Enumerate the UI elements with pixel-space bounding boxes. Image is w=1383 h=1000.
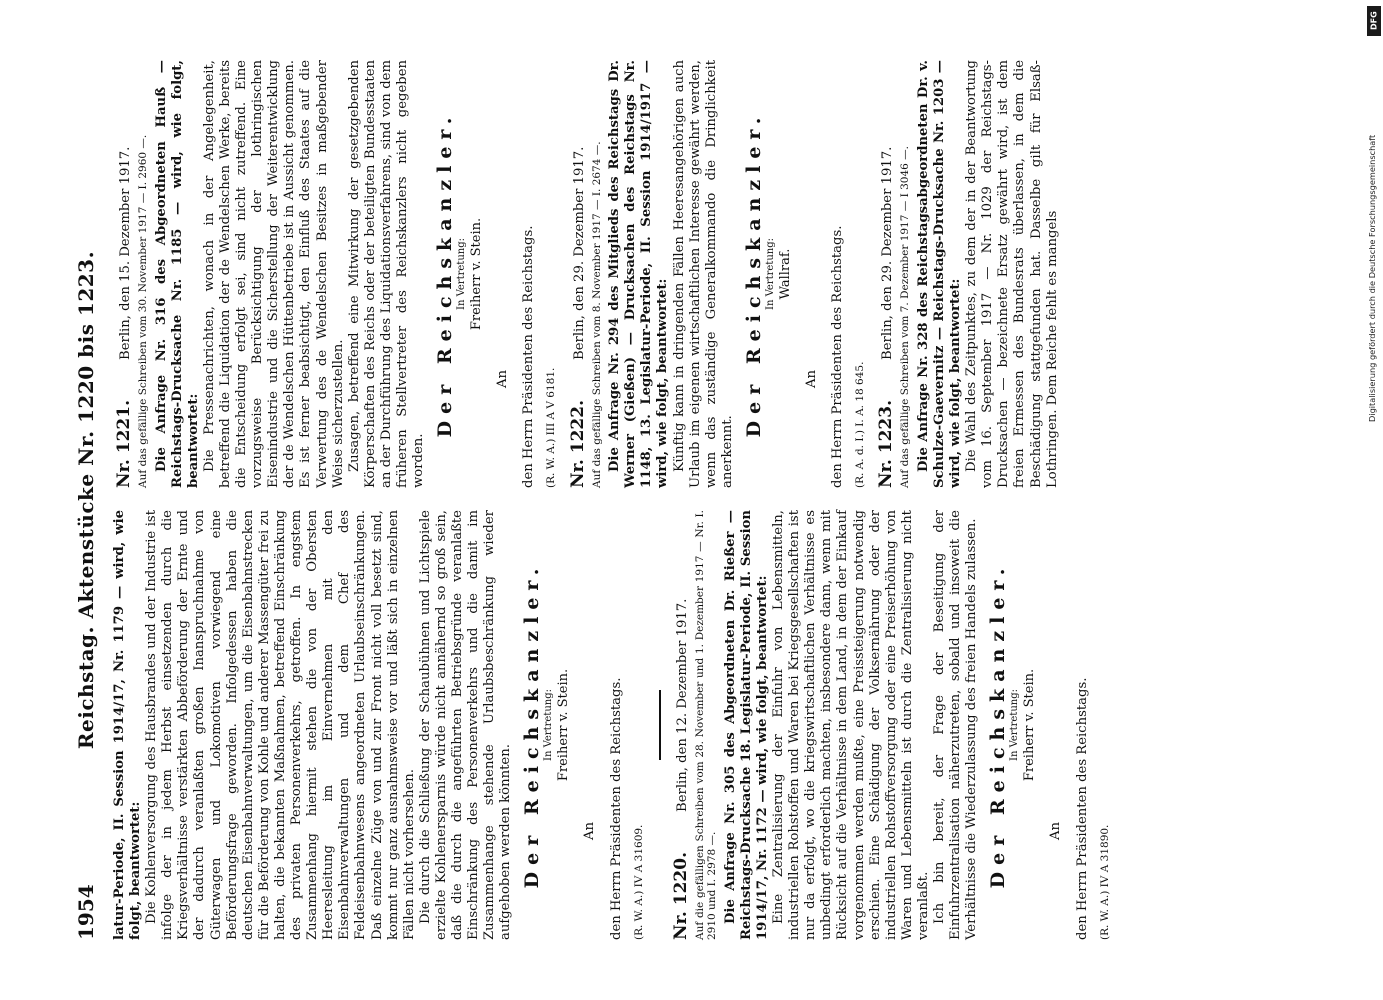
addressee-an: An <box>1048 821 1064 840</box>
answer-paragraph: Ich bin bereit, der Frage der Beseitigung der Einfuhrzentralisation näherzutreten, sobald und insoweit die Verhältnisse die Wiederzulassung des freien Handels zulassen. <box>932 510 980 940</box>
letter-reference: Auf das gefällige Schreiben vom 8. November 1917 — I. 2674 —. <box>590 141 603 488</box>
running-title: Reichstag. Aktenstücke Nr. 1220 bis 1223. <box>74 250 98 750</box>
answer-paragraph: Künftig kann in dringenden Fällen Heeresangehörigen auch Urlaub im eigenen wirtschaftlichen Interesse gewährt werden, wenn das zuständige Generalkommando die Dringlichkeit anerkennt. <box>671 60 735 488</box>
addressee: den Herrn Präsidenten des Reichstags. <box>521 225 537 488</box>
answer-paragraph: Die Pressenachrichten, wonach in der Angelegenheit, betreffend die Liquidation der de Wendelschen Werke, bereits die Entscheidung erfolgt sei, sind nicht zutreffend. Eine vorzugsweise Berücksichtigung der lothringischen Eisenindustrie und die Sicherstellung der Weiterentwicklung der de Wendelschen Hüttenbetriebe ist in Aussicht genommen. Es ist ferner beabsichtigt, den Einfluß des Staates auf die Verwertung des de Wendelschen Besitzes in maßgebender Weise sicherzustellen. <box>201 60 346 488</box>
signature-title: Der Reichskanzler. <box>434 110 457 438</box>
letter-reference: Auf das gefällige Schreiben vom 30. November 1917 — I. 2960 —. <box>137 134 150 488</box>
divider <box>659 690 661 760</box>
signature-name: Freiherr v. Stein. <box>556 668 572 782</box>
signature-sub: In Vertretung: <box>543 689 555 761</box>
dateline: Berlin, den 29. Dezember 1917. <box>880 146 896 360</box>
question: Die Anfrage Nr. 305 des Abgeordneten Dr. Rießer — Reichstags-Drucksache 18. Legislatur-Periode, II. Session 1914/17, Nr. 1172 — wird, wie folgt, beantwortet: <box>722 510 770 940</box>
addressee-an: An <box>582 821 598 840</box>
addressee: den Herrn Präsidenten des Reichstags. <box>608 677 624 940</box>
addressee-an: An <box>804 369 819 388</box>
file-reference: (R. W. A.) III A V 6181. <box>545 367 558 488</box>
signature-title: Der Reichskanzler. <box>521 561 544 889</box>
item-1220 <box>670 510 981 940</box>
continuation-paragraph: Die Kohlenversorgung des Hausbrandes und der Industrie ist infolge der in jedem Herbst einsetzenden durch die Kriegsverhältnisse verstärkten Abbeförderung der Ernte und der dadurch veranlaßten großen Inanspruchnahme von Güterwagen und Lokomotiven vorwiegend eine Beförderungsfrage geworden. Infolgedessen haben die deutschen Eisenbahnverwaltungen, um die Eisenbahnstrecken für die Beförderung von Kohle und anderer Massengüter frei zu halten, die bekannten Maßnahmen, betreffend Einschränkung des privaten Personenverkehrs, getroffen. In engstem Zusammenhang hiermit stehen die von der Obersten Heeresleitung im Einvernehmen mit den Eisenbahnverwaltungen und dem Chef des Feldeisenbahnwesens angeordneten Urlaubseinschränkungen. Daß einzelne Züge von und zur Front nicht voll besetzt sind, kommt nur ganz ausnahmsweise vor und läßt sich in einzelnen Fällen nicht vorhersehen. <box>144 510 417 940</box>
digitization-credit: Digitalisierung gefördert durch die Deutsche Forschungsgemeinschaft <box>1367 134 1377 422</box>
addressee: den Herrn Präsidenten des Reichstags. <box>830 225 846 488</box>
answer-paragraph: Die Wahl des Zeitpunktes, zu dem der in der Beantwortung vom 16. September 1917 — Nr. 1029 der Reichstags-Drucksachen — bezeichnete Ersatz gewährt wird, ist dem freien Ermessen des Bundesrats überlassen, in dem die Beschädigung stattgefunden hat. Dasselbe gilt für Elsaß-Lothringen. Dem Reiche fehlt es mangels <box>964 60 1060 488</box>
question: Die Anfrage Nr. 316 des Abgeordneten Hauß — Reichstags-Drucksache Nr. 1185 — wird, wie folgt, beantwortet: <box>153 60 201 488</box>
continuation-paragraph: Die durch die Schließung der Schaubühnen und Lichtspiele erzielte Kohlenersparnis würde nicht annähernd so groß sein, daß die durch die angeführten Betriebsgründe veranlaßte Einschränkung des Personenverkehrs und die damit im Zusammenhange stehende Urlaubsbeschränkung wieder aufgehoben werden könnten. <box>417 510 514 940</box>
signature-name: Freiherr v. Stein. <box>1022 668 1038 782</box>
signature-title: Der Reichskanzler. <box>742 110 765 438</box>
dateline: Berlin, den 29. Dezember 1917. <box>571 146 587 360</box>
dfg-logo: DFG <box>1367 6 1381 36</box>
dateline: Berlin, den 12. Dezember 1917. <box>674 598 690 812</box>
right-column <box>112 60 1067 488</box>
item-1221 <box>116 60 427 488</box>
signature-sub: In Vertretung: <box>456 238 468 310</box>
page-header <box>70 60 104 940</box>
dateline: Berlin, den 15. Dezember 1917. <box>118 146 133 360</box>
signature-name: Freiherr v. Stein. <box>469 217 485 331</box>
addressee: den Herrn Präsidenten des Reichstags. <box>1074 677 1090 940</box>
letter-reference: Auf die gefälligen Schreiben vom 28. November und 1. Dezember 1917 — Nr. I. 2910 und I. 2978 —. <box>693 510 719 940</box>
question: Die Anfrage Nr. 328 des Reichstagsabgeordneten Dr. v. Schulze-Gaevernitz — Reichstags-Drucksache Nr. 1203 — wird, wie folgt, beantwortet: <box>915 60 964 488</box>
addressee-an: An <box>495 369 511 388</box>
signature-name: Wallraf. <box>778 248 793 300</box>
item-number: Nr. 1223. <box>876 399 897 488</box>
continuation-question: latur-Periode, II. Session 1914/17, Nr. 1179 — wird, wie folgt, beantwortet: <box>112 510 144 940</box>
item-number: Nr. 1221. <box>114 399 134 488</box>
signature-sub: In Vertretung: <box>1009 689 1021 761</box>
signature-title: Der Reichskanzler. <box>987 561 1010 889</box>
digitization-stamp <box>1367 6 1381 1000</box>
item-1222 <box>567 60 736 488</box>
file-reference: (R. W. A.) IV A 31609. <box>632 824 645 940</box>
rotated-page <box>70 60 1310 940</box>
letter-reference: Auf das gefällige Schreiben vom 7. Dezember 1917 — I 3046 —. <box>899 146 912 488</box>
item-1223 <box>878 60 1060 488</box>
question: Die Anfrage Nr. 294 des Mitglieds des Reichstags Dr. Werner (Gießen) — Drucksachen des Reichstags Nr. 1148, 13. Legislatur-Periode, II. Session 1914/1917 — wird, wie folgt, beantwortet: <box>607 60 671 488</box>
file-reference: (R. W. A.) IV A 31890. <box>1098 824 1111 940</box>
page-number: 1954 <box>74 884 98 940</box>
item-number: Nr. 1222. <box>567 399 588 488</box>
file-reference: (R. A. d. I.) I. A. 18 645. <box>854 361 867 488</box>
answer-paragraph: Eine Zentralisierung der Einfuhr von Lebensmitteln, industriellen Rohstoffen und Waren bei Kriegsgesellschaften ist nur da erfolgt, wo die kriegswirtschaftlichen Verhältnisse es unbedingt erforderlich machten, insbesondere dann, wenn mit Rücksicht auf die Verhältnisse in dem Land, in dem der Einkauf vorgenommen werden mußte, eine Preissteigerung notwendig erschien. Eine Schädigung der Volksernährung oder der industriellen Rohstoffversorgung oder eine Preiserhöhung von Waren und Lebensmitteln ist durch die Zentralisierung nicht veranlaßt. <box>771 510 931 940</box>
left-column <box>112 510 1113 940</box>
signature-sub: In Vertretung: <box>765 238 776 310</box>
answer-paragraph: Zusagen, betreffend eine Mitwirkung der gesetzgebenden Körperschaften des Reichs oder der beteiligten Bundesstaaten an der Durchführung des Liquidationsverfahrens, sind von dem früheren Stellvertreter des Reichskanzlers nicht gegeben worden. <box>346 60 427 488</box>
item-number: Nr. 1220. <box>670 851 691 940</box>
